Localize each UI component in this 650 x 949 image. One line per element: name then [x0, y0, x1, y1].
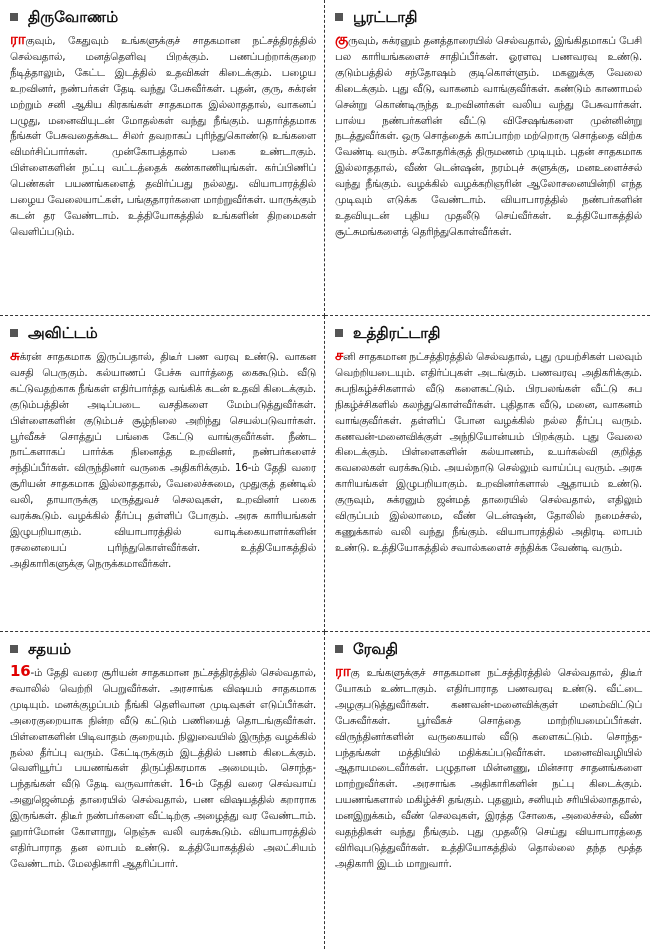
section-body [335, 348, 642, 557]
section-title: பூரட்டாதி [353, 8, 418, 26]
section-header [10, 6, 316, 28]
section-title: திருவோணம் [28, 8, 119, 26]
square-bullet-icon [10, 13, 18, 21]
square-bullet-icon [335, 645, 343, 653]
section-text: க்ரன் சாதகமாக இருப்பதால், திடீர் பண வரவு உண்டு. வாகன வசதி பெருகும். கல்யாணப் பேச்சு வார்த்தை கைகூடும். வீடு கட்டுவதற்காக நீங்கள் எதிர்பார்த்த வங்கிக் கடன் உதவி கிடைக்கும். குடும்பத்தின் அடிப்படை வசதிகளை மேம்படுத்துவீர்கள். பிள்ளைகளின் குடும்பச் சூழ்நிலை அறிந்து செயல்படுவார்கள். பூர்வீகச் சொத்துப் பங்கை கேட்டு வாங்குவீர்கள். நீண்ட நாட்களாகப் பார்க்க நினைத்த உறவினர், நண்பர்களைச் சந்திப்பீர்கள். விருந்தினர் வருகை அதிகரிக்கும். 16-ம் தேதி வரை சூரியன் சாதகமாக இல்லாததால், வேலைச்சுமை, முதுகுத் தண்டில் வலி, தாயாருக்கு மருத்துவச் செலவுகள், உறவினர் பகை வரக்கூடும். வழக்கில் தீர்ப்பு தள்ளிப் போகும். அரசு காரியங்கள் இழுபறியாகும். வியாபாரத்தில் வாடிக்கையாளர்களின் ரசனையைப் புரிந்துகொள்வீர்கள். உத்தியோகத்தில் அதிகாரிகளுக்கு நெருக்கமாவீர்கள். [10, 351, 316, 570]
section-body [10, 32, 316, 241]
section-body [10, 664, 316, 873]
drop-lead: ரா [335, 662, 351, 680]
section-revathi [325, 632, 650, 949]
section-header [10, 322, 316, 344]
square-bullet-icon [335, 13, 343, 21]
section-text: -ம் தேதி வரை சூரியன் சாதகமான நட்சத்திரத்தில் செல்வதால், சவாலில் வெற்றி பெறுவீர்கள். அரசாங்க விஷயம் சாதகமாக முடியும். மனக்குழப்பம் நீங்கி தெளிவான முடிவுகள் எடுப்பீர்கள். அரைகுறையாக நின்ற வீடு கட்டும் பணியைத் தொடங்குவீர்கள். பிள்ளைகளின் பிடிவாதம் குறையும். நிலுவையில் இருந்த வழக்கில் நல்ல தீர்ப்பு வரும். கேட்டிருக்கும் இடத்தில் பணம் கிடைக்கும். வெளியூர்ப் பயணங்கள் திருப்திகரமாக அமையும். சொந்த-பந்தங்கள் வீடு தேடி வருவார்கள். 16-ம் தேதி வரை செவ்வாய் அனுஜென்மத் தாரையில் செல்வதால், பண விஷயத்தில் கறாராக இருங்கள். திடீர் நண்பர்களை வீட்டிற்கு அழைத்து வர வேண்டாம். ஹார்மோன் கோளாறு, நெஞ்சு வலி வரக்கூடும். வியாபாரத்தில் எதிர்பாராத தன லாபம் உண்டு. உத்தியோகத்தில் அலட்சியம் வேண்டாம். மேலதிகாரி ஆதரிப்பார். [10, 667, 316, 870]
section-header [335, 6, 642, 28]
section-title: ரேவதி [353, 640, 399, 658]
section-title: சதயம் [28, 640, 72, 658]
section-header [335, 322, 642, 344]
section-sadhayam [0, 632, 325, 949]
square-bullet-icon [335, 329, 343, 337]
section-text: குவும், கேதுவும் உங்களுக்குச் சாதகமான நட்சத்திரத்தில் செல்வதால், மனத்தெளிவு பிறக்கும். பணப்பற்றாக்குறை நீடித்தாலும், கேட்ட இடத்தில் உதவிகள் கிடைக்கும். பழைய உறவினர், நண்பர்கள் தேடி வந்து பேசுவீர்கள். புதன், குரு, சுக்ரன் மற்றும் சனி ஆகிய கிரகங்கள் சாதகமாக இல்லாததால், வாகனப் பழுது, மனைவியுடன் மோதல்கள் வந்து நீங்கும். யதார்த்தமாக நீங்கள் பேசுவதைக்கூட சிலர் தவறாகப் புரிந்துகொண்டு உங்களை விமர்சிப்பார்கள். முன்கோபத்தால் பகை உண்டாகும். பிள்ளைகளின் நட்பு வட்டத்தைக் கண்காணியுங்கள். கர்ப்பிணிப் பெண்கள் பயணங்களைத் தவிர்ப்பது நல்லது. வியாபாரத்தில் பழைய வேலையாட்கள், பங்குதாரர்களை மாற்றுவீர்கள். யாருக்கும் கடன் தர வேண்டாம். உத்தியோகத்தில் உங்களின் திறமைகள் வெளிப்படும். [10, 35, 317, 238]
section-thiruvonam [0, 0, 325, 316]
section-title: உத்திரட்டாதி [353, 324, 441, 342]
drop-lead: ரா [10, 30, 26, 48]
section-header [10, 638, 316, 660]
square-bullet-icon [10, 645, 18, 653]
section-body [335, 32, 642, 241]
drop-lead: 16 [10, 662, 31, 680]
section-text: கு உங்களுக்குச் சாதகமான நட்சத்திரத்தில் செல்வதால், திடீர் யோகம் உண்டாகும். எதிர்பாராத பணவரவு உண்டு. வீட்டை அழகுபடுத்துவீர்கள். கணவன்-மனைவிக்குள் மனம்விட்டுப் பேசுவீர்கள். பூர்வீகச் சொத்தை மாற்றியமைப்பீர்கள். விருந்தினர்களின் வருகையால் வீடு களைகட்டும். சொந்த-பந்தங்கள் மத்தியில் மதிக்கப்படுவீர்கள். மனைவிவழியில் ஆதாயமடைவீர்கள். பழுதான மின்னணு, மின்சார சாதனங்களை மாற்றுவீர்கள். அரசாங்க அதிகாரிகளின் நட்பு கிடைக்கும். பயணங்களால் மகிழ்ச்சி தங்கும். புதனும், சனியும் சரியில்லாததால், மனஇறுக்கம், வீண் செலவுகள், இரத்த சோகை, அலைச்சல், வீண் வதந்திகள் வந்து நீங்கும். புது முதலீடு செய்து வியாபாரத்தை விரிவுபடுத்துவீர்கள். உத்தியோகத்தில் தொல்லை தந்த மூத்த அதிகாரி இடம் மாறுவார். [335, 667, 642, 870]
section-header [335, 638, 642, 660]
drop-lead: ச [335, 346, 344, 364]
section-text: ருவும், சுக்ரனும் தனத்தாரையில் செல்வதால், இங்கிதமாகப் பேசி பல காரியங்களைச் சாதிப்பீர்கள். ஓரளவு பணவரவு உண்டு. குடும்பத்தில் சந்தோஷம் குடிகொள்ளும். மகனுக்கு வேலை கிடைக்கும். புது வீடு, வாகனம் வாங்குவீர்கள். கண்டும் காணாமல் சென்று கொண்டிருந்த உறவினர்கள் வலிய வந்து பேசுவார்கள். பால்ய நண்பர்களின் வீட்டு விசேஷங்களை முன்னின்று நடத்துவீர்கள். ஒரு சொத்தைக் காப்பாற்ற மற்றொரு சொத்தை விற்க வேண்டி வரும். சகோதரிக்குத் திருமணம் முடியும். புதன் சாதகமாக இல்லாததால், வீண் டென்ஷன், நரம்புச் சுளுக்கு, மனஉளைச்சல் வந்து நீங்கும். வழக்கில் வழக்கறிஞரின் ஆலோசனையின்றி எந்த முடிவும் எடுக்க வேண்டாம். வியாபாரத்தில் நண்பர்களின் உதவியுடன் புதிய முதலீடு செய்வீர்கள். உத்தியோகத்தில் சூட்சுமங்களைத் தெரிந்துகொள்வீர்கள். [335, 35, 642, 238]
section-uthirattathi [325, 316, 650, 632]
section-body [335, 664, 642, 873]
section-avittam [0, 316, 325, 632]
section-pooratathi [325, 0, 650, 316]
section-title: அவிட்டம் [28, 324, 98, 342]
drop-lead: சு [10, 346, 20, 364]
square-bullet-icon [10, 329, 18, 337]
section-text: னி சாதகமான நட்சத்திரத்தில் செல்வதால், புது முயற்சிகள் பலவும் வெற்றியடையும். எதிர்ப்புகள் அடங்கும். பணவரவு அதிகரிக்கும். சுபநிகழ்ச்சிகளால் வீடு களைகட்டும். பிரபலங்கள் வீட்டு சுப நிகழ்ச்சிகளில் கலந்துகொள்வீர்கள். புதிதாக வீடு, மனை, வாகனம் வாங்குவீர்கள். தள்ளிப் போன வழக்கில் நல்ல தீர்ப்பு வரும். கணவன்-மனைவிக்குள் அந்நியோன்யம் பிறக்கும். புது வேலை கிடைக்கும். பிள்ளைகளின் கல்யாணம், உயர்கல்வி குறித்த கவலைகள் வரக்கூடும். அயல்நாடு செல்லும் வாய்ப்பு வரும். அரசு காரியங்கள் இழுபறியாகும். உறவினர்களால் ஆதாயம் உண்டு. குருவும், சுக்ரனும் ஜன்மத் தாரையில் செல்வதால், எதிலும் விருப்பம் இல்லாமை, வீண் டென்ஷன், தோலில் நமைச்சல், கணுக்கால் வலி வந்து நீங்கும். வியாபாரத்தில் அதிரடி லாபம் உண்டு. உத்தியோகத்தில் சவால்களைச் சந்திக்க வேண்டி வரும். [335, 351, 642, 554]
section-body [10, 348, 316, 573]
drop-lead: கு [335, 30, 349, 48]
